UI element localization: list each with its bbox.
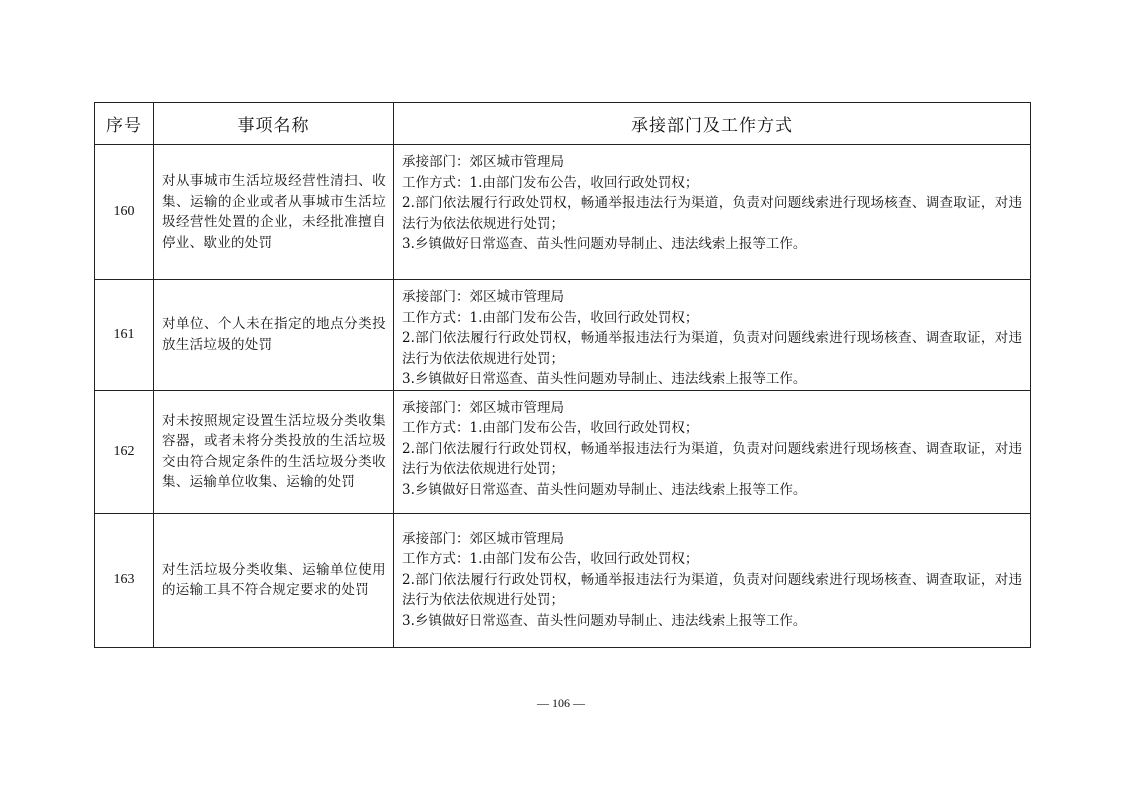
row-department-method (394, 145, 1031, 280)
items-table (94, 102, 1031, 648)
department-line: 承接部门：郊区城市管理局 (402, 154, 564, 170)
method-line-2: 2.部门依法履行行政处罚权，畅通举报违法行为渠道，负责对问题线索进行现场核查、调查取证，对违法行为依法依规进行处罚； (402, 440, 1022, 477)
row-item-name: 对从事城市生活垃圾经营性清扫、收集、运输的企业或者从事城市生活垃圾经营性处置的企业，未经批准擅自停业、歇业的处罚 (154, 145, 394, 280)
method-line-2: 2.部门依法履行行政处罚权，畅通举报违法行为渠道，负责对问题线索进行现场核查、调查取证，对违法行为依法依规进行处罚； (402, 330, 1022, 367)
table-row (95, 513, 1031, 647)
method-line-2: 2.部门依法履行行政处罚权，畅通举报违法行为渠道，负责对问题线索进行现场核查、调查取证，对违法行为依法依规进行处罚； (402, 571, 1022, 609)
header-item-name: 事项名称 (154, 103, 394, 145)
method-line-3: 3.乡镇做好日常巡查、苗头性问题劝导制止、违法线索上报等工作。 (402, 612, 807, 629)
method-line-3: 3.乡镇做好日常巡查、苗头性问题劝导制止、违法线索上报等工作。 (402, 481, 807, 498)
row-item-name: 对单位、个人未在指定的地点分类投放生活垃圾的处罚 (154, 280, 394, 391)
method-line-1: 工作方式：1.由部门发布公告，收回行政处罚权； (402, 174, 699, 191)
row-department-method (394, 390, 1031, 513)
page-number: — 106 — (537, 696, 585, 710)
header-serial-number: 序号 (95, 103, 154, 145)
method-line-1: 工作方式：1.由部门发布公告，收回行政处罚权； (402, 309, 699, 326)
row-item-name: 对未按照规定设置生活垃圾分类收集容器，或者未将分类投放的生活垃圾交由符合规定条件的生活垃圾分类收集、运输单位收集、运输的处罚 (154, 390, 394, 513)
method-line-3: 3.乡镇做好日常巡查、苗头性问题劝导制止、违法线索上报等工作。 (402, 371, 807, 387)
row-item-name: 对生活垃圾分类收集、运输单位使用的运输工具不符合规定要求的处罚 (154, 513, 394, 647)
table-row (95, 280, 1031, 391)
method-line-2: 2.部门依法履行行政处罚权，畅通举报违法行为渠道，负责对问题线索进行现场核查、调查取证，对违法行为依法依规进行处罚； (402, 195, 1022, 232)
row-serial-number: 163 (95, 513, 154, 647)
table-header-row (95, 103, 1031, 145)
table-row (95, 390, 1031, 513)
department-line: 承接部门：郊区城市管理局 (402, 399, 564, 416)
row-serial-number: 160 (95, 145, 154, 280)
department-line: 承接部门：郊区城市管理局 (402, 530, 564, 547)
row-serial-number: 161 (95, 280, 154, 391)
method-line-3: 3.乡镇做好日常巡查、苗头性问题劝导制止、违法线索上报等工作。 (402, 236, 807, 252)
method-line-1: 工作方式：1.由部门发布公告，收回行政处罚权； (402, 420, 699, 436)
row-department-method (394, 513, 1031, 647)
table-row (95, 145, 1031, 280)
row-serial-number: 162 (95, 390, 154, 513)
header-department-method: 承接部门及工作方式 (394, 103, 1031, 145)
method-line-1: 工作方式：1.由部门发布公告，收回行政处罚权； (402, 551, 699, 568)
department-line: 承接部门：郊区城市管理局 (402, 289, 564, 305)
row-department-method (394, 280, 1031, 391)
